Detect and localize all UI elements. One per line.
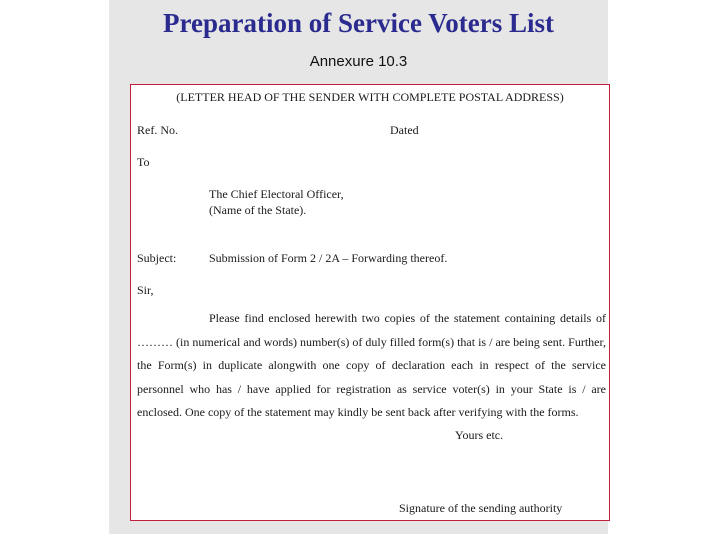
closing: Yours etc. bbox=[455, 428, 504, 442]
letter-body: Please find enclosed herewith two copies of the statement containing details of ……… (in numerical and words) number(s) of duly filled form(s) that is / are being sent. Further, the Form(s) in duplicate alongwith one copy of declaration each in respect of the service personnel who has / have applied for registration as service voter(s) in your State is / are enclosed. One copy of the statement may kindly be sent back after verifying with the forms. bbox=[137, 311, 606, 419]
addressee-line-1: The Chief Electoral Officer, bbox=[209, 187, 344, 201]
dated-label: Dated bbox=[390, 123, 419, 137]
to-label: To bbox=[137, 155, 150, 169]
annexure-label: Annexure 10.3 bbox=[309, 53, 408, 70]
ref-no-label: Ref. No. bbox=[137, 123, 178, 137]
letter-template bbox=[130, 84, 610, 521]
subject-text: Submission of Form 2 / 2A – Forwarding thereof. bbox=[209, 251, 448, 265]
letterhead-placeholder: (LETTER HEAD OF THE SENDER WITH COMPLETE POSTAL ADDRESS) bbox=[176, 90, 564, 104]
subject-label: Subject: bbox=[137, 251, 177, 265]
addressee-line-2: (Name of the State). bbox=[209, 203, 307, 217]
signature-line: Signature of the sending authority bbox=[399, 501, 563, 515]
slide-title: Preparation of Service Voters List bbox=[163, 8, 554, 38]
salutation: Sir, bbox=[137, 283, 154, 297]
